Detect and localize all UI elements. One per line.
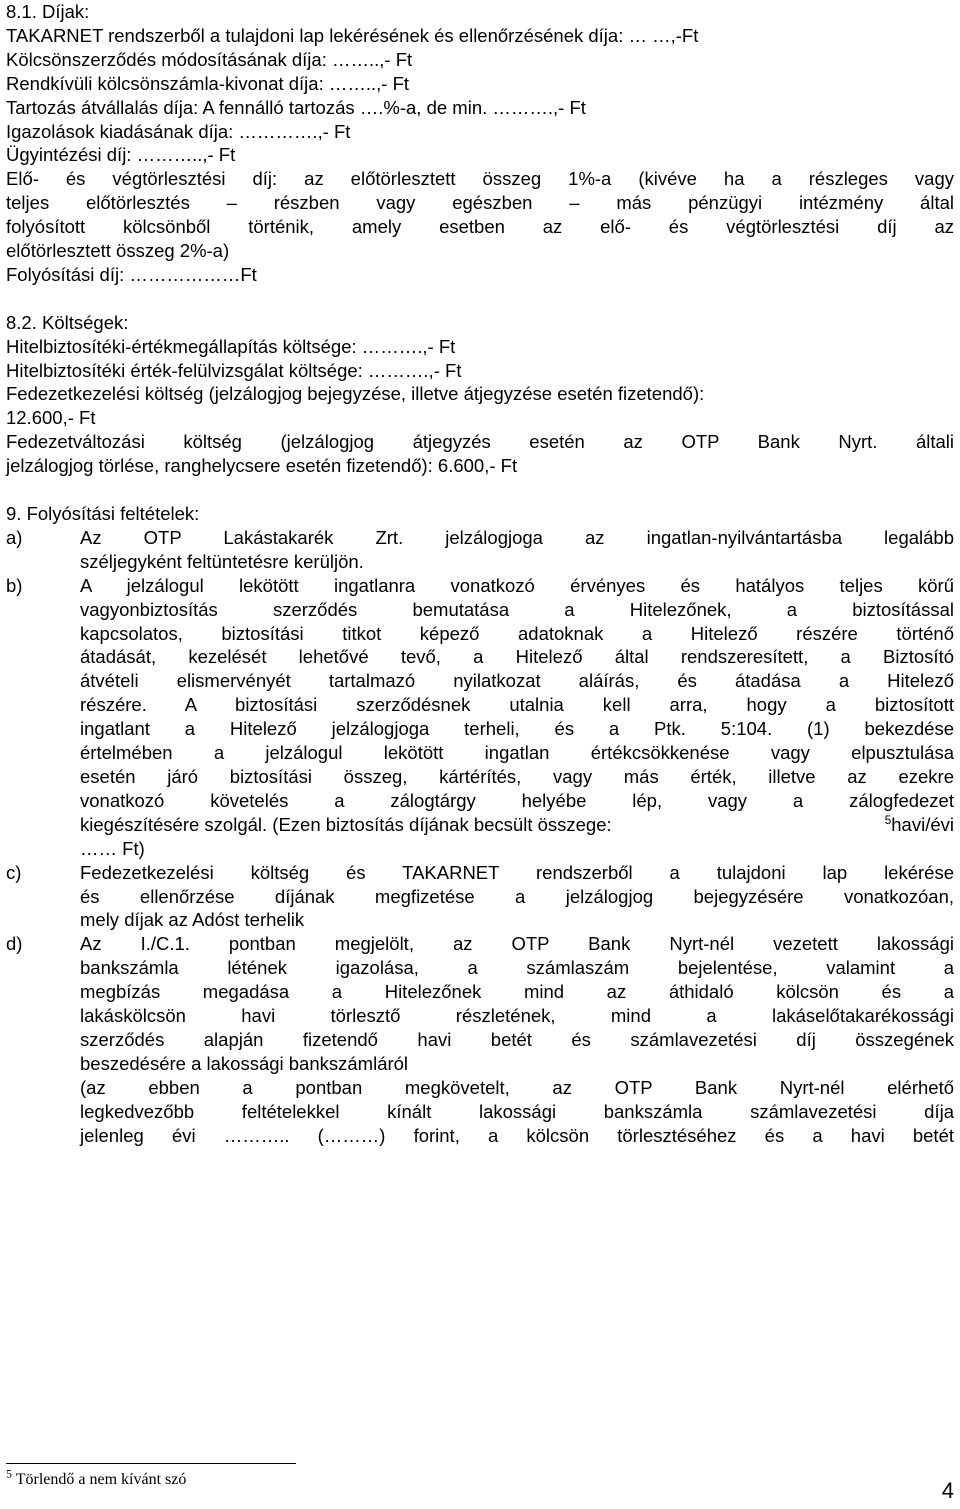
condition-item-c bbox=[6, 861, 954, 933]
fee-line-certificates: Igazolások kiadásának díja: ………….,- Ft bbox=[6, 120, 351, 142]
item-line: kapcsolatos, biztosítási titkot képező adatoknak a Hitelező részére történő bbox=[80, 622, 954, 644]
costs-heading: 8.2. Költségek: bbox=[6, 311, 129, 333]
item-line: vonatkozó követelés a zálogtárgy helyébe lép, vagy a zálogfedezet bbox=[80, 789, 954, 811]
item-line: átadását, kezelését lehetővé tevő, a Hitelező által rendszeresített, a Biztosító bbox=[80, 646, 954, 668]
item-line-last: széljegyként feltüntetésre kerüljön. bbox=[80, 550, 364, 572]
item-extra-line: jelenleg évi ……….. (………) forint, a kölcsön törlesztéséhez és a havi betét bbox=[80, 1124, 954, 1146]
footnote bbox=[6, 1466, 187, 1490]
fee-line-assumption: Tartozás átvállalás díja: A fennálló tartozás ….%-a, de min. ……….,- Ft bbox=[6, 96, 586, 118]
item-line: szerződés alapján fizetendő havi betét és számlavezetési díj összegének bbox=[80, 1028, 954, 1050]
page-number: 4 bbox=[941, 1478, 954, 1503]
item-line: esetén járó biztosítási összeg, kártérítés, vagy más érték, illetve az ezekre bbox=[80, 765, 954, 787]
condition-item-b bbox=[6, 574, 954, 861]
fee-line-takarnet: TAKARNET rendszerből a tulajdoni lap lekérésének és ellenőrzésének díja: … …,-Ft bbox=[6, 24, 699, 46]
item-line: Az I./C.1. pontban megjelölt, az OTP Bank Nyrt-nél vezetett lakossági bbox=[80, 933, 954, 955]
insurance-cost-unit bbox=[885, 813, 954, 837]
item-line: bankszámla létének igazolása, a számlaszám bejelentése, valamint a bbox=[80, 957, 954, 979]
item-extra-line: (az ebben a pontban megkövetelt, az OTP Bank Nyrt-nél elérhető bbox=[80, 1076, 954, 1098]
item-line: vagyonbiztosítás szerződés bemutatása a Hitelezőnek, a biztosítással bbox=[80, 598, 954, 620]
prepay-fee-line: teljes előtörlesztés – részben vagy egészben – más pénzügyi intézmény által bbox=[6, 192, 954, 214]
item-line-last: …… Ft) bbox=[80, 837, 145, 859]
item-line: Az OTP Lakástakarék Zrt. jelzálogjoga az ingatlan-nyilvántartásba legalább bbox=[80, 526, 954, 548]
cost-line-review: Hitelbiztosítéki érték-felülvizsgálat költsége: ……….,- Ft bbox=[6, 359, 462, 381]
cost-line-valuation: Hitelbiztosítéki-értékmegállapítás költsége: ……….,- Ft bbox=[6, 335, 456, 357]
spacer bbox=[6, 287, 954, 311]
fee-line-disbursement: Folyósítási díj: ………………Ft bbox=[6, 263, 257, 285]
item-line-last: beszedésére a lakossági bankszámláról bbox=[80, 1052, 409, 1074]
footnote-divider bbox=[6, 1463, 296, 1464]
item-line: Fedezetkezelési költség és TAKARNET rendszerből a tulajdoni lap lekérése bbox=[80, 861, 954, 883]
spacer bbox=[6, 478, 954, 502]
fee-line-administration: Ügyintézési díj: ………..,- Ft bbox=[6, 144, 236, 166]
item-line: A jelzálogul lekötött ingatlanra vonatkozó érvényes és hatályos teljes körű bbox=[80, 574, 954, 596]
item-line: és ellenőrzése díjának megfizetése a jelzálogjog bejegyzésére vonatkozóan, bbox=[80, 885, 954, 907]
cost-line-collateral: Fedezetkezelési költség (jelzálogjog bejegyzése, illetve átjegyzése esetén fizetendő): bbox=[6, 383, 705, 405]
cost-line-collateral-amount: 12.600,- Ft bbox=[6, 407, 96, 429]
item-line: ingatlant a Hitelező jelzálogjoga terheli, és a Ptk. 5:104. (1) bekezdése bbox=[80, 718, 954, 740]
item-line-last: mely díjak az Adóst terhelik bbox=[80, 909, 305, 931]
cost-line-change: Fedezetváltozási költség (jelzálogjog átjegyzés esetén az OTP Bank Nyrt. általi bbox=[6, 431, 954, 453]
item-line: megbízás megadása a Hitelezőnek mind az áthidaló kölcsön és a bbox=[80, 981, 954, 1003]
fee-line-modification: Kölcsönszerződés módosításának díja: ……..,- Ft bbox=[6, 48, 413, 70]
footnote-text: Törlendő a nem kívánt szó bbox=[15, 1471, 187, 1488]
item-extra-line: legkedvezőbb feltételekkel kínált lakossági bankszámla számlavezetési díja bbox=[80, 1100, 954, 1122]
condition-item-a bbox=[6, 526, 954, 574]
item-line-with-footnote bbox=[80, 813, 954, 837]
cost-line-change-last: jelzálogjog törlése, ranghelycsere esetén fizetendő): 6.600,- Ft bbox=[6, 455, 518, 477]
item-label: c) bbox=[6, 861, 22, 883]
insurance-cost-text: kiegészítésére szolgál. (Ezen biztosítás díjának becsült összege: bbox=[80, 813, 612, 835]
prepay-fee-line: Elő- és végtörlesztési díj: az előtörlesztett összeg 1%-a (kivéve ha a részleges vagy bbox=[6, 168, 954, 190]
fee-line-statement: Rendkívüli kölcsönszámla-kivonat díja: ……..,- Ft bbox=[6, 72, 410, 94]
footnote-number: 5 bbox=[6, 1466, 12, 1481]
item-line: lakáskölcsön havi törlesztő részletének, mind a lakáselőtakarékossági bbox=[80, 1005, 954, 1027]
item-line: átvételi elismervényét tartalmazó nyilatkozat aláírás, és átadása a Hitelező bbox=[80, 670, 954, 692]
fees-heading: 8.1. Díjak: bbox=[6, 1, 90, 22]
condition-item-d bbox=[6, 932, 954, 1147]
item-line: értelmében a jelzálogul lekötött ingatlan értékcsökkenése vagy elpusztulása bbox=[80, 742, 954, 764]
period-text: havi/évi bbox=[891, 813, 954, 835]
item-label: a) bbox=[6, 526, 23, 548]
item-label: d) bbox=[6, 933, 23, 955]
prepay-fee-line: folyósított kölcsönből történik, amely esetben az elő- és végtörlesztési díj az bbox=[6, 216, 954, 238]
conditions-heading: 9. Folyósítási feltételek: bbox=[6, 503, 200, 524]
prepay-fee-line-last: előtörlesztett összeg 2%-a) bbox=[6, 240, 230, 262]
item-line: részére. A biztosítási szerződésnek utalnia kell arra, hogy a biztosított bbox=[80, 694, 954, 716]
item-label: b) bbox=[6, 574, 23, 596]
footnote-ref[interactable]: 5 bbox=[884, 812, 892, 827]
document-body bbox=[6, 0, 954, 1147]
